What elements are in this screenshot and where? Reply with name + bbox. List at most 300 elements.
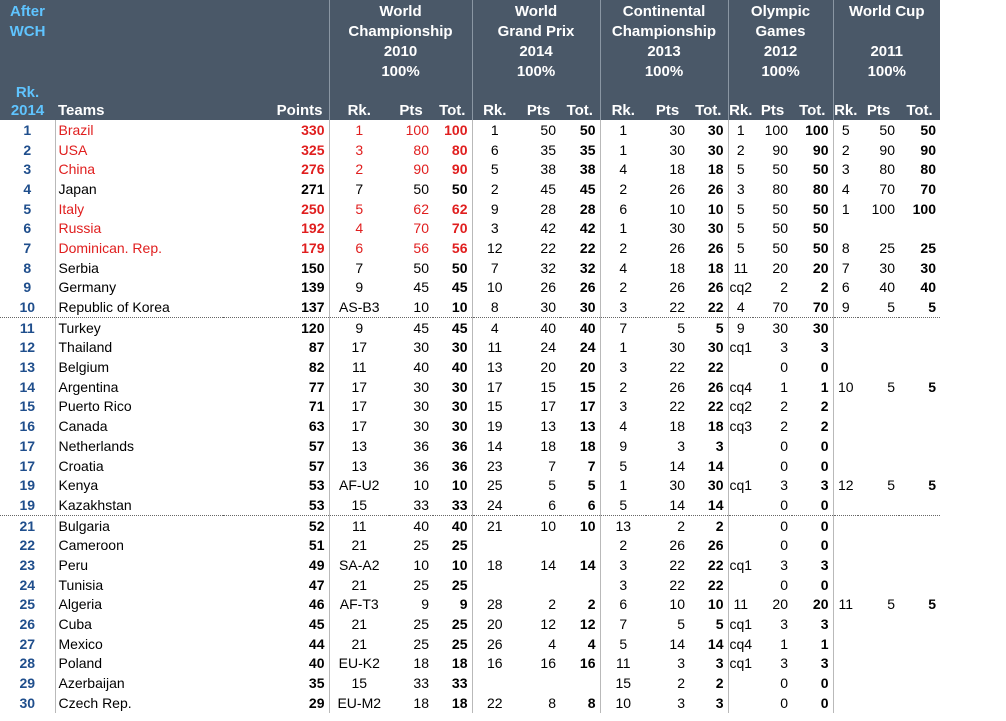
points-cell: 271 (223, 179, 329, 199)
og-pts-cell: 50 (772, 239, 788, 256)
team-cell: Mexico (55, 634, 223, 654)
wc-total-cell: 90 (920, 141, 936, 158)
wc-total-cell: 5 (928, 378, 936, 395)
wch-rank-cell: 17 (329, 377, 389, 397)
table-row (0, 297, 940, 317)
cc-total-cell: 14 (707, 635, 724, 652)
og-rank-cell (728, 456, 753, 476)
wch-total-cell: 30 (451, 339, 468, 356)
wc-pts-cell: 90 (879, 141, 895, 158)
wgp-pts-header: Pts (517, 84, 560, 120)
wc-pts-cell (858, 357, 899, 377)
wgp-pts-cell (517, 535, 560, 555)
table-row (0, 258, 940, 278)
rank-cell: 11 (19, 319, 35, 336)
points-cell: 44 (223, 634, 329, 654)
wch-total-cell: 25 (451, 576, 468, 593)
cc-total-cell: 3 (715, 655, 724, 672)
team-cell: Japan (55, 179, 223, 199)
points-cell: 40 (223, 654, 329, 674)
wgp-rank-cell: 4 (472, 317, 517, 337)
cc-pts-cell: 14 (669, 635, 685, 652)
wgp-pts-cell: 24 (540, 339, 556, 356)
cc-rank-cell: 3 (600, 555, 646, 575)
team-cell: Peru (55, 555, 223, 575)
cc-total-cell: 30 (707, 141, 724, 158)
team-cell: China (55, 159, 223, 179)
group-line: Games (755, 23, 806, 40)
og-pts-cell: 3 (780, 477, 788, 494)
points-cell: 330 (223, 120, 329, 140)
og-pts-header: Pts (753, 84, 792, 120)
rank-cell: 2 (23, 141, 32, 158)
wgp-pts-cell: 40 (540, 319, 556, 336)
cc-pts-cell: 30 (669, 121, 685, 138)
wc-rank-cell: 6 (833, 278, 858, 298)
wc-pts-cell (858, 555, 899, 575)
world-grand-prix-header (472, 0, 600, 84)
og-total-cell: 2 (820, 279, 829, 296)
wgp-pts-cell (517, 575, 560, 595)
cc-total-cell: 22 (689, 297, 728, 317)
cc-total-cell: 5 (715, 616, 724, 633)
team-cell: Kenya (55, 475, 223, 495)
cc-total-cell: 30 (707, 477, 724, 494)
og-pts-cell: 100 (764, 121, 788, 138)
wgp-total-cell: 14 (579, 556, 596, 573)
wgp-pts-cell: 5 (548, 477, 556, 494)
og-rank-cell: cq4 (729, 635, 753, 652)
cc-tot-header: Tot. (689, 84, 728, 120)
og-pts-cell: 0 (780, 576, 788, 593)
og-total-cell: 50 (812, 239, 829, 256)
group-line: 100% (867, 63, 906, 80)
og-rank-cell: 4 (728, 297, 753, 317)
og-total-cell: 0 (820, 537, 829, 554)
group-line: World (514, 3, 558, 20)
wgp-total-cell (560, 535, 600, 555)
rank-cell: 22 (19, 537, 36, 554)
wch-rank-cell: 17 (329, 338, 389, 358)
wch-pts-cell: 62 (413, 200, 429, 217)
og-total-cell: 0 (792, 495, 833, 515)
cc-rank-cell: 1 (600, 140, 646, 160)
points-cell: 53 (223, 495, 329, 515)
olympic-games-header (728, 0, 833, 84)
group-line: Continental (622, 3, 706, 20)
wch-rank-cell: 3 (329, 140, 389, 160)
rank-cell: 21 (19, 517, 36, 534)
wgp-pts-cell: 2 (548, 596, 556, 613)
table-body (0, 120, 940, 713)
wgp-total-cell: 18 (579, 437, 596, 454)
wch-pts-cell: 45 (413, 279, 429, 296)
team-cell: Bulgaria (55, 515, 223, 535)
cc-total-cell: 18 (707, 259, 724, 276)
wc-tot-header: Tot. (899, 84, 940, 120)
og-pts-cell: 0 (780, 457, 788, 474)
og-pts-cell: 0 (780, 437, 788, 454)
wch-rank-cell: AS-B3 (329, 297, 389, 317)
cc-rank-cell: 1 (600, 120, 646, 140)
wgp-total-cell (560, 575, 600, 595)
rank-cell: 23 (19, 556, 36, 573)
cc-pts-cell: 5 (677, 319, 685, 336)
cc-total-cell: 30 (707, 220, 724, 237)
cc-total-cell: 26 (707, 378, 724, 395)
cc-total-cell: 2 (715, 675, 724, 692)
group-line: Grand Prix (497, 23, 575, 40)
wc-total-cell: 80 (920, 161, 936, 178)
wgp-total-cell: 40 (579, 319, 596, 336)
wc-pts-cell (858, 416, 899, 436)
table-row (0, 397, 940, 417)
table-row (0, 238, 940, 258)
points-cell: 35 (223, 673, 329, 693)
cc-pts-cell: 18 (669, 161, 685, 178)
points-cell: 53 (223, 475, 329, 495)
wch-rank-cell: 4 (329, 218, 389, 238)
og-total-cell: 0 (820, 694, 829, 711)
team-cell: Netherlands (55, 436, 223, 456)
rank-cell: 4 (23, 180, 32, 197)
og-rank-cell: 5 (728, 199, 753, 219)
points-header-top (223, 0, 329, 84)
cc-pts-cell: 30 (669, 220, 685, 237)
cc-total-cell: 14 (707, 457, 724, 474)
cc-total-cell: 3 (715, 694, 724, 711)
cc-rank-cell: 13 (600, 515, 646, 535)
og-pts-cell: 3 (780, 556, 788, 573)
rank-cell: 29 (19, 675, 36, 692)
cc-rank-cell: 2 (600, 238, 646, 258)
wc-rank-cell: 5 (833, 120, 858, 140)
rank-cell: 24 (19, 576, 36, 593)
og-rank-cell: cq1 (729, 655, 753, 672)
wgp-rank-cell (472, 535, 517, 555)
wgp-total-cell: 24 (579, 339, 596, 356)
wgp-pts-cell: 15 (540, 378, 556, 395)
wch-pts-cell: 36 (413, 437, 429, 454)
rank-header (0, 84, 55, 120)
table-row (0, 140, 940, 160)
wc-rank-cell (833, 338, 858, 358)
wgp-pts-cell: 26 (540, 279, 556, 296)
points-cell: 77 (223, 377, 329, 397)
wch-pts-cell: 40 (413, 517, 429, 534)
wgp-total-cell: 2 (587, 596, 596, 613)
wgp-pts-cell: 13 (540, 418, 556, 435)
cc-rank-cell: 4 (600, 416, 646, 436)
wch-rank-cell: 11 (329, 357, 389, 377)
wc-pts-cell (858, 495, 899, 515)
points-cell: 87 (223, 338, 329, 358)
points-cell: 276 (223, 159, 329, 179)
wgp-total-cell: 8 (587, 694, 596, 711)
cc-rank-cell: 15 (600, 673, 646, 693)
wch-pts-cell: 9 (421, 596, 429, 613)
og-total-cell: 2 (820, 418, 829, 435)
wgp-tot-header: Tot. (560, 84, 600, 120)
og-rank-cell (728, 693, 753, 713)
cc-rank-cell: 6 (600, 595, 646, 615)
og-rank-cell (728, 436, 753, 456)
teams-header: Teams (55, 84, 223, 120)
wch-rank-cell: 1 (329, 120, 389, 140)
wgp-total-cell (560, 673, 600, 693)
og-rank-cell: 3 (728, 179, 753, 199)
wch-pts-cell: 30 (413, 418, 429, 435)
wc-rank-cell (833, 535, 858, 555)
table-row (0, 456, 940, 476)
wgp-rank-cell: 20 (472, 614, 517, 634)
wch-pts-header: Pts (389, 84, 433, 120)
group-line: 2014 (519, 43, 553, 60)
wgp-rank-cell: 13 (472, 357, 517, 377)
wc-total-cell (899, 575, 940, 595)
cc-total-cell: 3 (715, 437, 724, 454)
cc-rank-cell: 3 (600, 357, 646, 377)
group-line: 100% (644, 63, 684, 80)
group-line: Championship (348, 23, 453, 40)
wch-total-cell: 30 (451, 418, 468, 435)
cc-total-cell: 5 (715, 319, 724, 336)
og-pts-cell: 50 (772, 220, 788, 237)
wc-pts-cell (858, 515, 899, 535)
cc-rank-cell: 4 (600, 159, 646, 179)
wch-total-cell: 62 (451, 200, 468, 217)
wgp-rank-cell: 18 (472, 555, 517, 575)
wch-total-cell: 56 (451, 239, 468, 256)
cc-rank-cell: 5 (600, 495, 646, 515)
wgp-rk-header: Rk. (472, 84, 517, 120)
wch-pts-cell: 10 (413, 477, 429, 494)
og-pts-cell: 50 (772, 200, 788, 217)
rank-cell: 6 (23, 220, 32, 237)
wc-rank-cell (833, 693, 858, 713)
wch-rk-header: Rk. (329, 84, 389, 120)
rank-cell: 9 (23, 279, 32, 296)
og-rank-cell: cq3 (729, 418, 753, 435)
wc-pts-cell: 30 (879, 259, 895, 276)
og-total-cell: 0 (820, 457, 829, 474)
wc-pts-cell: 50 (879, 121, 895, 138)
rank-cell: 10 (0, 297, 55, 317)
og-total-cell: 50 (812, 220, 829, 237)
og-total-cell: 1 (820, 378, 829, 395)
og-total-cell: 50 (812, 161, 829, 178)
wc-rank-cell (833, 575, 858, 595)
cc-rank-cell: 10 (600, 693, 646, 713)
wgp-pts-cell: 7 (548, 457, 556, 474)
rank-cell: 1 (23, 121, 32, 138)
table-row (0, 535, 940, 555)
cc-total-cell: 10 (707, 200, 724, 217)
wch-total-cell: 18 (451, 655, 468, 672)
group-line: 2013 (647, 43, 681, 60)
wgp-total-cell: 42 (579, 220, 596, 237)
og-rank-cell: 5 (728, 238, 753, 258)
wch-pts-cell: 70 (413, 220, 429, 237)
team-cell: Serbia (55, 258, 223, 278)
cc-pts-cell: 22 (669, 359, 685, 376)
cc-rank-cell: 1 (600, 338, 646, 358)
cc-rank-cell: 5 (600, 634, 646, 654)
wc-rank-cell (833, 515, 858, 535)
cc-pts-cell: 18 (669, 259, 685, 276)
wc-rank-cell (833, 495, 858, 515)
cc-total-cell: 2 (715, 517, 724, 534)
table-row (0, 595, 940, 615)
wc-total-cell: 25 (920, 239, 936, 256)
group-line: World Cup (848, 3, 925, 20)
wgp-total-cell: 16 (579, 655, 596, 672)
wc-total-cell (899, 218, 940, 238)
wgp-pts-cell: 35 (540, 141, 556, 158)
wgp-total-cell: 15 (579, 378, 596, 395)
og-pts-cell: 90 (772, 141, 788, 158)
wch-total-cell: 10 (451, 477, 468, 494)
cc-pts-cell: 22 (669, 398, 685, 415)
wch-pts-cell: 30 (413, 398, 429, 415)
table-row (0, 278, 940, 298)
cc-total-cell: 26 (707, 239, 724, 256)
wgp-total-cell: 45 (579, 180, 596, 197)
wch-total-cell: 36 (451, 457, 468, 474)
cc-pts-cell: 18 (669, 418, 685, 435)
wgp-total-cell: 12 (579, 616, 596, 633)
wc-rank-cell (833, 397, 858, 417)
table-row (0, 120, 940, 140)
wgp-pts-cell: 17 (540, 398, 556, 415)
wch-tot-header: Tot. (433, 84, 472, 120)
wgp-rank-cell: 10 (472, 278, 517, 298)
wch-rank-cell: 9 (329, 278, 389, 298)
cc-total-cell: 10 (707, 596, 724, 613)
wch-pts-cell: 30 (413, 339, 429, 356)
after-label: After (9, 3, 45, 20)
wgp-rank-cell: 26 (472, 634, 517, 654)
team-cell: Brazil (55, 120, 223, 140)
wc-pts-header: Pts (858, 84, 899, 120)
og-pts-cell: 20 (772, 596, 788, 613)
cc-rank-cell: 2 (600, 278, 646, 298)
rank-cell: 19 (19, 477, 36, 494)
wgp-rank-cell: 22 (472, 693, 517, 713)
wc-total-cell (899, 338, 940, 358)
cc-rank-cell: 7 (600, 317, 646, 337)
wch-pts-cell: 56 (413, 239, 429, 256)
wgp-rank-cell: 12 (472, 238, 517, 258)
rank-cell: 28 (19, 655, 36, 672)
wgp-total-cell: 5 (587, 477, 596, 494)
wch-total-cell: 25 (451, 616, 468, 633)
og-rank-cell (728, 535, 753, 555)
wch-total-cell: 10 (433, 297, 472, 317)
table-row (0, 673, 940, 693)
cc-rank-cell: 3 (600, 575, 646, 595)
cc-total-cell: 26 (707, 537, 724, 554)
group-line (834, 22, 941, 42)
points-cell: 29 (223, 693, 329, 713)
points-cell: 150 (223, 258, 329, 278)
team-cell: Russia (55, 218, 223, 238)
wc-pts-cell (858, 634, 899, 654)
rank-cell: 19 (0, 495, 55, 515)
wc-total-cell: 30 (920, 259, 936, 276)
wc-total-cell (899, 357, 940, 377)
wc-rank-cell (833, 555, 858, 575)
wgp-rank-cell: 21 (472, 515, 517, 535)
og-pts-cell: 50 (772, 161, 788, 178)
og-rank-cell (728, 357, 753, 377)
wch-pts-cell: 50 (413, 180, 429, 197)
wch-pts-cell: 10 (413, 556, 429, 573)
group-line: 2012 (763, 43, 798, 60)
table-row (0, 634, 940, 654)
wch-total-cell: 18 (451, 694, 468, 711)
wch-pts-cell: 10 (389, 297, 433, 317)
group-line: 2011 (870, 43, 904, 60)
rank-cell: 13 (19, 359, 36, 376)
wgp-rank-cell: 19 (472, 416, 517, 436)
wch-pts-cell: 40 (413, 359, 429, 376)
wch-rank-cell: 17 (329, 397, 389, 417)
wc-rank-cell (833, 673, 858, 693)
wch-total-cell: 40 (451, 359, 468, 376)
og-pts-cell: 2 (780, 279, 788, 296)
wc-pts-cell: 5 (887, 596, 895, 613)
points-cell: 51 (223, 535, 329, 555)
og-total-cell: 30 (812, 319, 829, 336)
teams-header-top (55, 0, 223, 84)
team-cell: Kazakhstan (55, 495, 223, 515)
og-rank-cell (728, 495, 753, 515)
wc-total-cell (899, 654, 940, 674)
wc-rank-cell: 10 (833, 377, 858, 397)
wc-pts-cell (858, 436, 899, 456)
team-cell: Puerto Rico (55, 397, 223, 417)
points-cell: 139 (223, 278, 329, 298)
wgp-rank-cell: 6 (472, 140, 517, 160)
wc-pts-cell (858, 673, 899, 693)
team-cell: Algeria (55, 595, 223, 615)
group-line: 2010 (383, 43, 418, 60)
og-rank-cell: cq1 (729, 477, 753, 494)
wgp-total-cell: 26 (579, 279, 596, 296)
team-cell: Croatia (55, 456, 223, 476)
rank-cell: 17 (19, 457, 36, 474)
og-pts-cell: 3 (780, 616, 788, 633)
points-cell: 137 (223, 297, 329, 317)
wch-rank-cell: 7 (329, 179, 389, 199)
og-total-cell: 50 (812, 200, 829, 217)
wgp-rank-cell: 2 (472, 179, 517, 199)
og-pts-cell: 80 (772, 180, 788, 197)
og-total-cell: 1 (820, 635, 829, 652)
cc-pts-cell: 3 (677, 694, 685, 711)
rank-cell: 5 (23, 200, 32, 217)
team-cell: Argentina (55, 377, 223, 397)
cc-pts-cell: 10 (669, 200, 685, 217)
wgp-rank-cell: 24 (472, 495, 517, 515)
wgp-rank-cell: 9 (472, 199, 517, 219)
wch-pts-cell: 18 (413, 694, 429, 711)
wc-rank-cell (833, 634, 858, 654)
og-rank-cell (728, 575, 753, 595)
wc-rank-cell (833, 436, 858, 456)
team-cell: Turkey (55, 317, 223, 337)
